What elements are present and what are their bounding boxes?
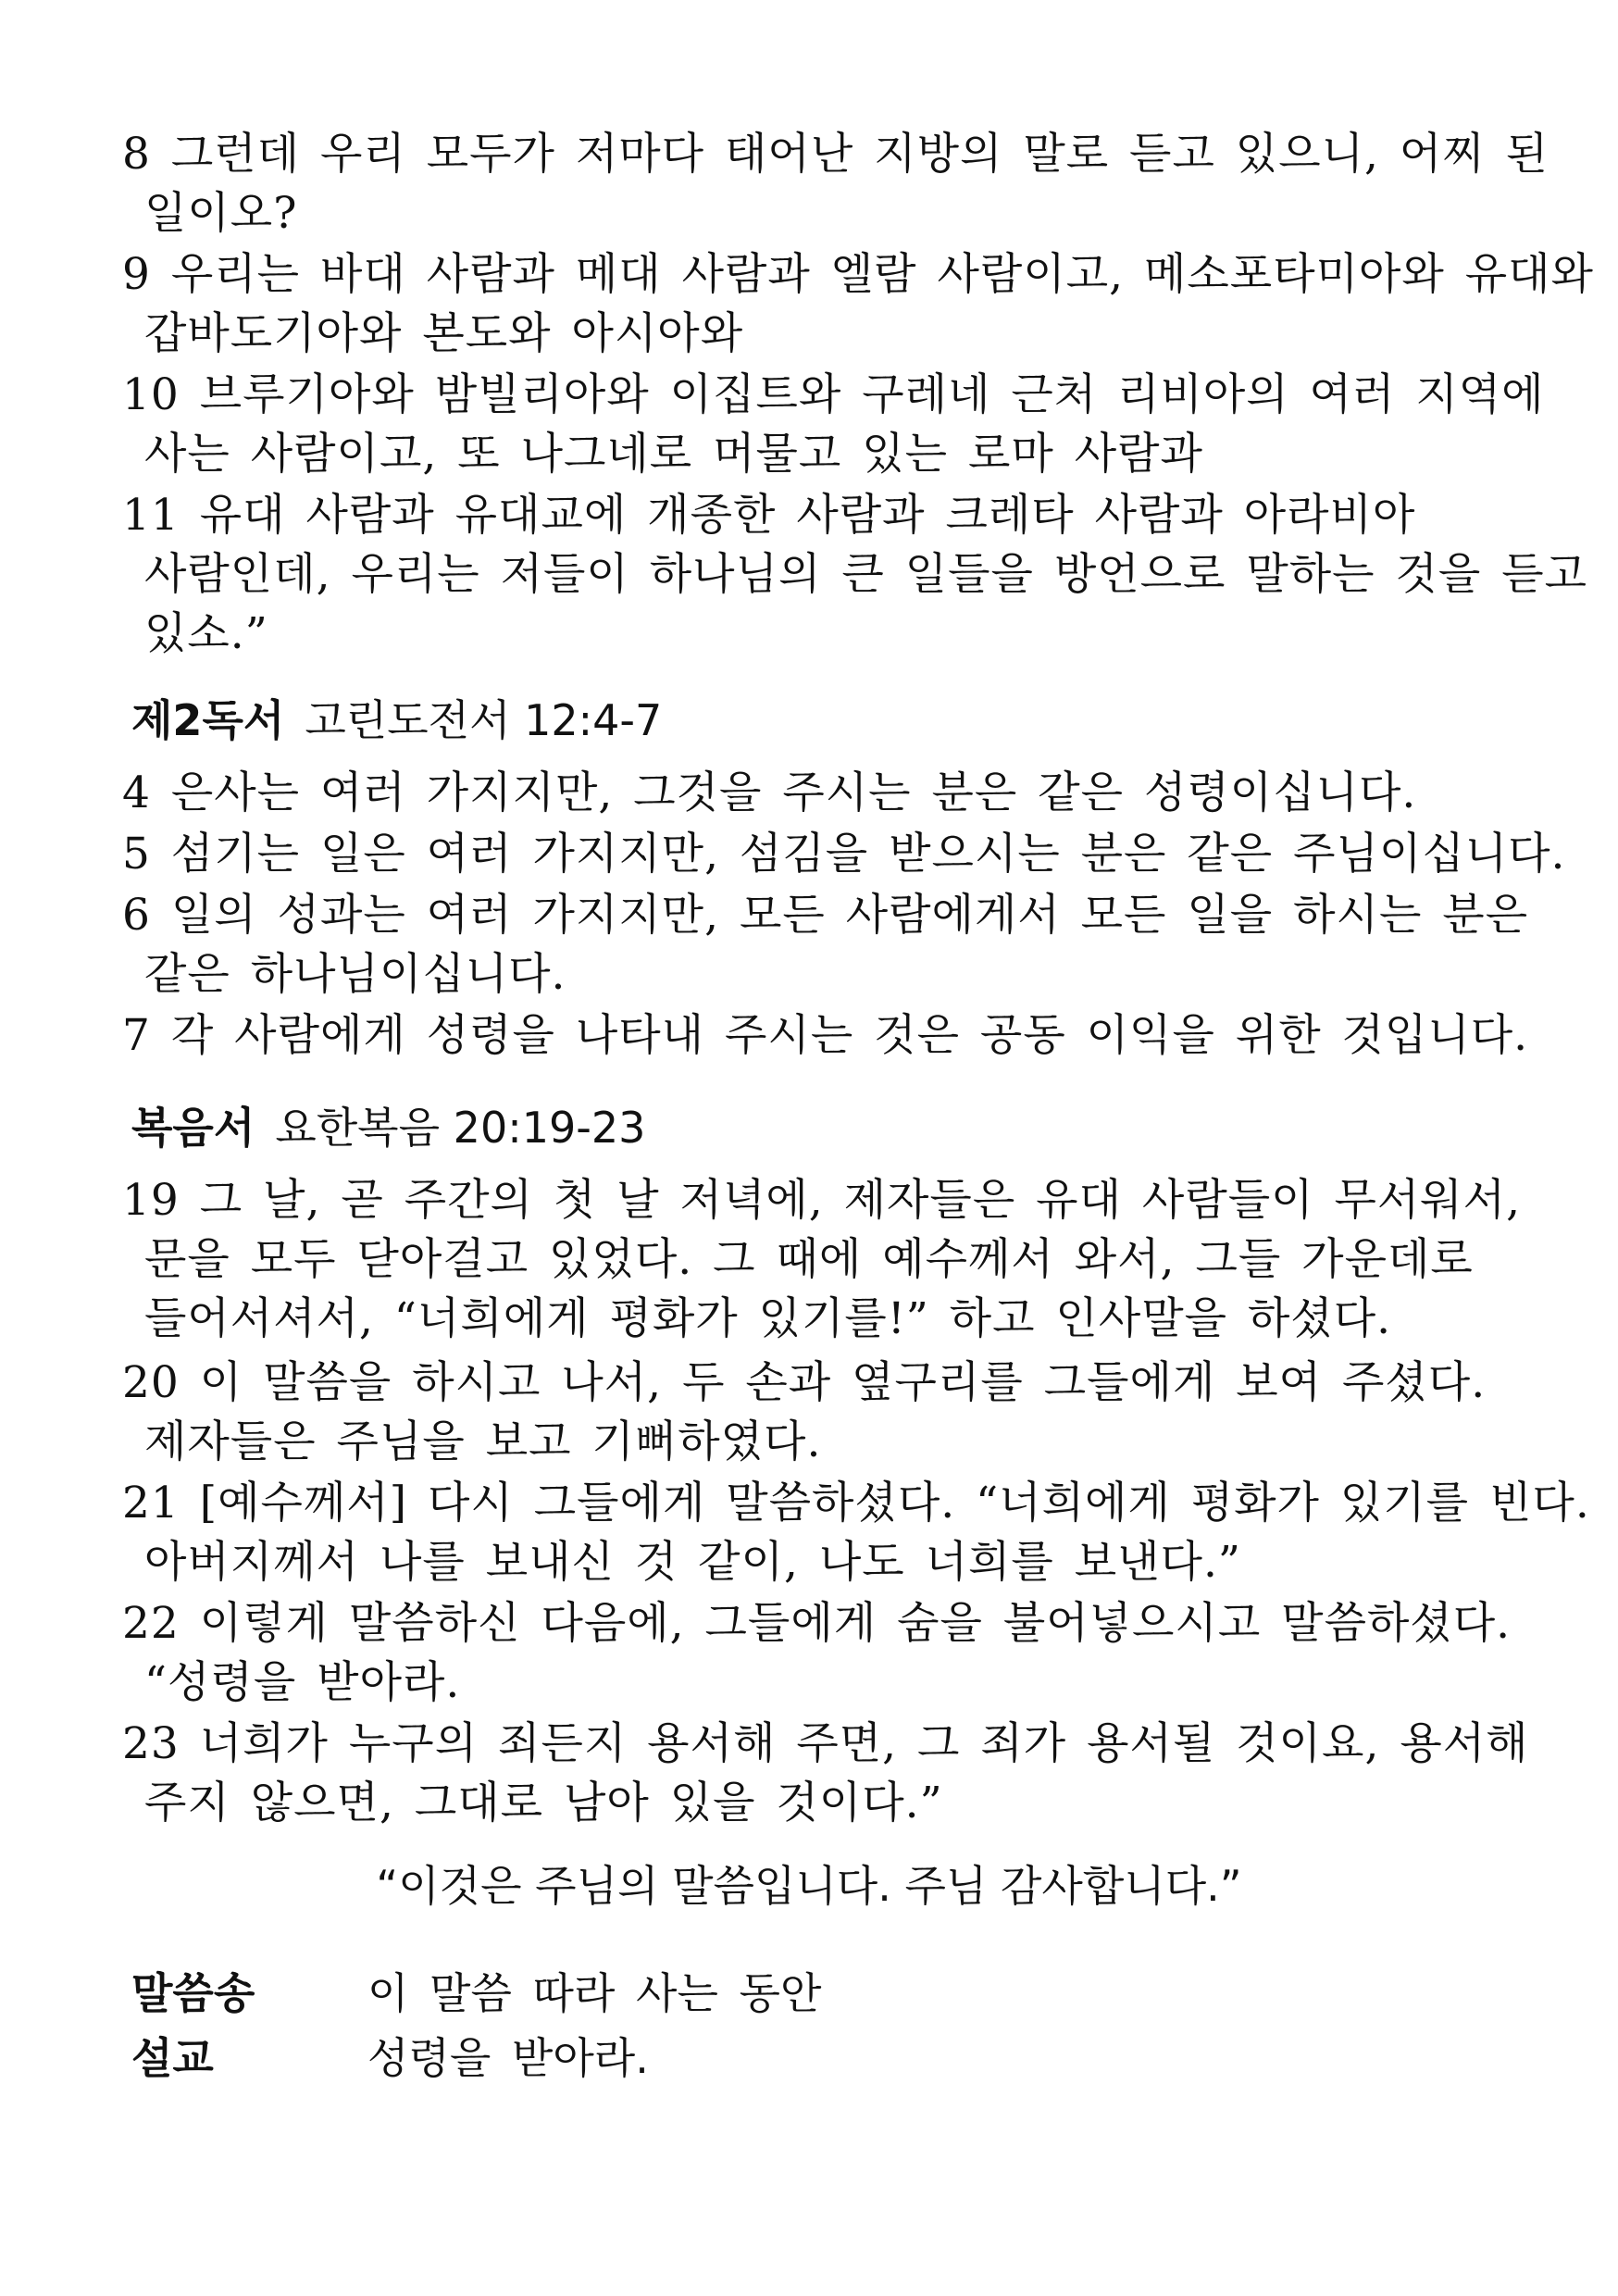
- section-heading: [131, 1100, 645, 1155]
- reading-kind: 제2독서: [131, 695, 285, 745]
- order-label: 말씀송: [131, 1968, 255, 2018]
- verse-line: 21 [예수께서] 다시 그들에게 말씀하셨다. “너희에게 평화가 있기를 빈다.: [122, 1478, 1590, 1529]
- verse-line: 문을 모두 닫아걸고 있었다. 그 때에 예수께서 와서, 그들 가운데로: [144, 1234, 1474, 1285]
- verse-line: “성령을 받아라.: [144, 1657, 461, 1708]
- verse-line: 7 각 사람에게 성령을 나타내 주시는 것은 공동 이익을 위한 것입니다.: [122, 1010, 1529, 1061]
- verse-line: 19 그 날, 곧 주간의 첫 날 저녁에, 제자들은 유대 사람들이 무서워서,: [122, 1175, 1522, 1226]
- verse-line: 갑바도기아와 본도와 아시아와: [144, 308, 744, 359]
- order-value: 성령을 받아라.: [367, 2033, 649, 2083]
- verse-22: [122, 1594, 1511, 1713]
- verse-line: 6 일의 성과는 여러 가지지만, 모든 사람에게서 모든 일을 하시는 분은: [122, 890, 1529, 941]
- order-label: 설교: [131, 2033, 214, 2083]
- verse-line: 있소.”: [144, 608, 268, 659]
- section-heading: [131, 693, 662, 748]
- verse-6: [122, 886, 1529, 1004]
- reading-kind: 복음서: [131, 1103, 255, 1153]
- verse-line: 22 이렇게 말씀하신 다음에, 그들에게 숨을 불어넣으시고 말씀하셨다.: [122, 1598, 1512, 1649]
- verse-line: 20 이 말씀을 하시고 나서, 두 손과 옆구리를 그들에게 보여 주셨다.: [122, 1357, 1487, 1408]
- verse-9: [122, 245, 1594, 364]
- verse-line: 사람인데, 우리는 저들이 하나님의 큰 일들을 방언으로 말하는 것을 듣고: [144, 549, 1588, 600]
- verse-line: 23 너희가 누구의 죄든지 용서해 주면, 그 죄가 용서될 것이요, 용서해: [122, 1718, 1529, 1769]
- verse-line: 일이오?: [144, 188, 298, 239]
- verse-line: 10 브루기아와 밤빌리아와 이집트와 구레네 근처 리비아의 여러 지역에: [122, 369, 1545, 420]
- verse-line: 들어서셔서, “너희에게 평화가 있기를!” 하고 인사말을 하셨다.: [144, 1293, 1392, 1344]
- verse-line: 아버지께서 나를 보내신 것 같이, 나도 너희를 보낸다.”: [144, 1537, 1241, 1588]
- verse-4: [122, 764, 1511, 823]
- verse-line: 9 우리는 바대 사람과 메대 사람과 엘람 사람이고, 메소포타미아와 유대와: [122, 249, 1594, 300]
- verse-line: 11 유대 사람과 유대교에 개종한 사람과 크레타 사람과 아라비아: [122, 490, 1416, 541]
- verse-line: 주지 않으면, 그대로 남아 있을 것이다.”: [144, 1778, 943, 1828]
- verse-5: [122, 825, 1566, 884]
- order-row-hymn: [131, 1965, 821, 2021]
- order-row-sermon: [131, 2030, 649, 2086]
- verse-21: [122, 1474, 1590, 1592]
- verse-23: [122, 1715, 1529, 1833]
- verse-line: 사는 사람이고, 또 나그네로 머물고 있는 로마 사람과: [144, 429, 1203, 480]
- verse-line: 5 섬기는 일은 여러 가지지만, 섬김을 받으시는 분은 같은 주님이십니다.: [122, 829, 1566, 880]
- order-value: 이 말씀 따라 사는 동안: [367, 1968, 822, 2018]
- verse-10: [122, 366, 1545, 484]
- reading-reference: 요한복음 20:19-23: [275, 1103, 646, 1153]
- verse-line: 8 그런데 우리 모두가 저마다 태어난 지방의 말로 듣고 있으니, 어찌 된: [122, 129, 1550, 180]
- acclamation: “이것은 주님의 말씀입니다. 주님 감사합니다.”: [376, 1861, 1242, 1911]
- verse-line: 4 은사는 여러 가지지만, 그것을 주시는 분은 같은 성령이십니다.: [122, 767, 1417, 818]
- verse-line: 제자들은 주님을 보고 기뻐하였다.: [144, 1416, 822, 1467]
- verse-line: 같은 하나님이십니다.: [144, 949, 566, 1000]
- verse-8: [122, 125, 1550, 243]
- verse-7: [122, 1006, 1529, 1066]
- verse-11: [122, 486, 1588, 664]
- verse-19: [122, 1171, 1522, 1349]
- reading-reference: 고린도전서 12:4-7: [305, 695, 663, 745]
- verse-20: [122, 1354, 1511, 1472]
